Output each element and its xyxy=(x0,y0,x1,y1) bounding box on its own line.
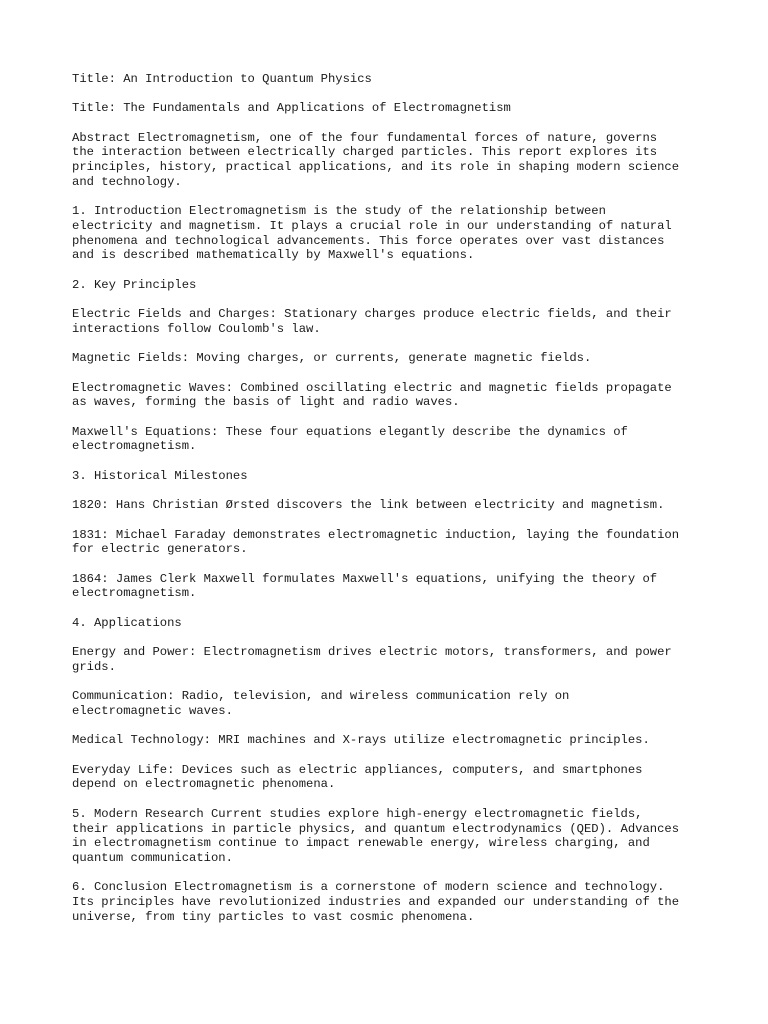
introduction-paragraph: 1. Introduction Electromagnetism is the study of the relationship between electricity and magnetism. It plays a crucial role in our understanding of natural phenomena and technological advancements. This force operates over vast distances and is described mathematically by Maxwell's equations. xyxy=(72,204,672,263)
section-heading-applications: 4. Applications xyxy=(72,615,182,630)
conclusion-paragraph: 6. Conclusion Electromagnetism is a cornerstone of modern science and technology. Its principles have revolutionized industries and expanded our understanding of the universe, from tiny particles to vast cosmic phenomena. xyxy=(72,880,680,924)
application-everyday-life: Everyday Life: Devices such as electric appliances, computers, and smartphones depend on electromagnetic phenomena. xyxy=(72,762,643,792)
section-heading-key-principles: 2. Key Principles xyxy=(72,277,197,292)
principle-magnetic-fields: Magnetic Fields: Moving charges, or currents, generate magnetic fields. xyxy=(72,351,592,366)
abstract-paragraph: Abstract Electromagnetism, one of the four fundamental forces of nature, governs the interaction between electrically charged particles. This report explores its principles, history, practical applications, and its role in shaping modern science and technology. xyxy=(72,130,680,189)
modern-research-paragraph: 5. Modern Research Current studies explore high-energy electromagnetic fields, their applications in particle physics, and quantum electrodynamics (QED). Advances in electromagnetism continue to impact renewable energy, wireless charging, and quantum communication. xyxy=(72,806,680,865)
section-heading-historical-milestones: 3. Historical Milestones xyxy=(72,468,248,483)
document-title-1: Title: An Introduction to Quantum Physics xyxy=(72,72,372,86)
principle-maxwells-equations: Maxwell's Equations: These four equations elegantly describe the dynamics of electromagnetism. xyxy=(72,424,628,454)
application-medical-technology: Medical Technology: MRI machines and X-rays utilize electromagnetic principles. xyxy=(72,733,650,748)
document-page xyxy=(72,72,708,939)
principle-electric-fields: Electric Fields and Charges: Stationary charges produce electric fields, and their interactions follow Coulomb's law. xyxy=(72,307,672,336)
milestone-1831: 1831: Michael Faraday demonstrates electromagnetic induction, laying the foundation for electric generators. xyxy=(72,527,680,557)
milestone-1864: 1864: James Clerk Maxwell formulates Maxwell's equations, unifying the theory of electromagnetism. xyxy=(72,571,658,601)
document-title-2: Title: The Fundamentals and Applications of Electromagnetism xyxy=(72,101,511,116)
milestone-1820: 1820: Hans Christian Ørsted discovers the link between electricity and magnetism. xyxy=(72,498,665,513)
application-energy-power: Energy and Power: Electromagnetism drives electric motors, transformers, and power grids. xyxy=(72,645,672,674)
principle-electromagnetic-waves: Electromagnetic Waves: Combined oscillating electric and magnetic fields propagate as waves, forming the basis of light and radio waves. xyxy=(72,380,672,410)
application-communication: Communication: Radio, television, and wireless communication rely on electromagnetic waves. xyxy=(72,689,570,718)
